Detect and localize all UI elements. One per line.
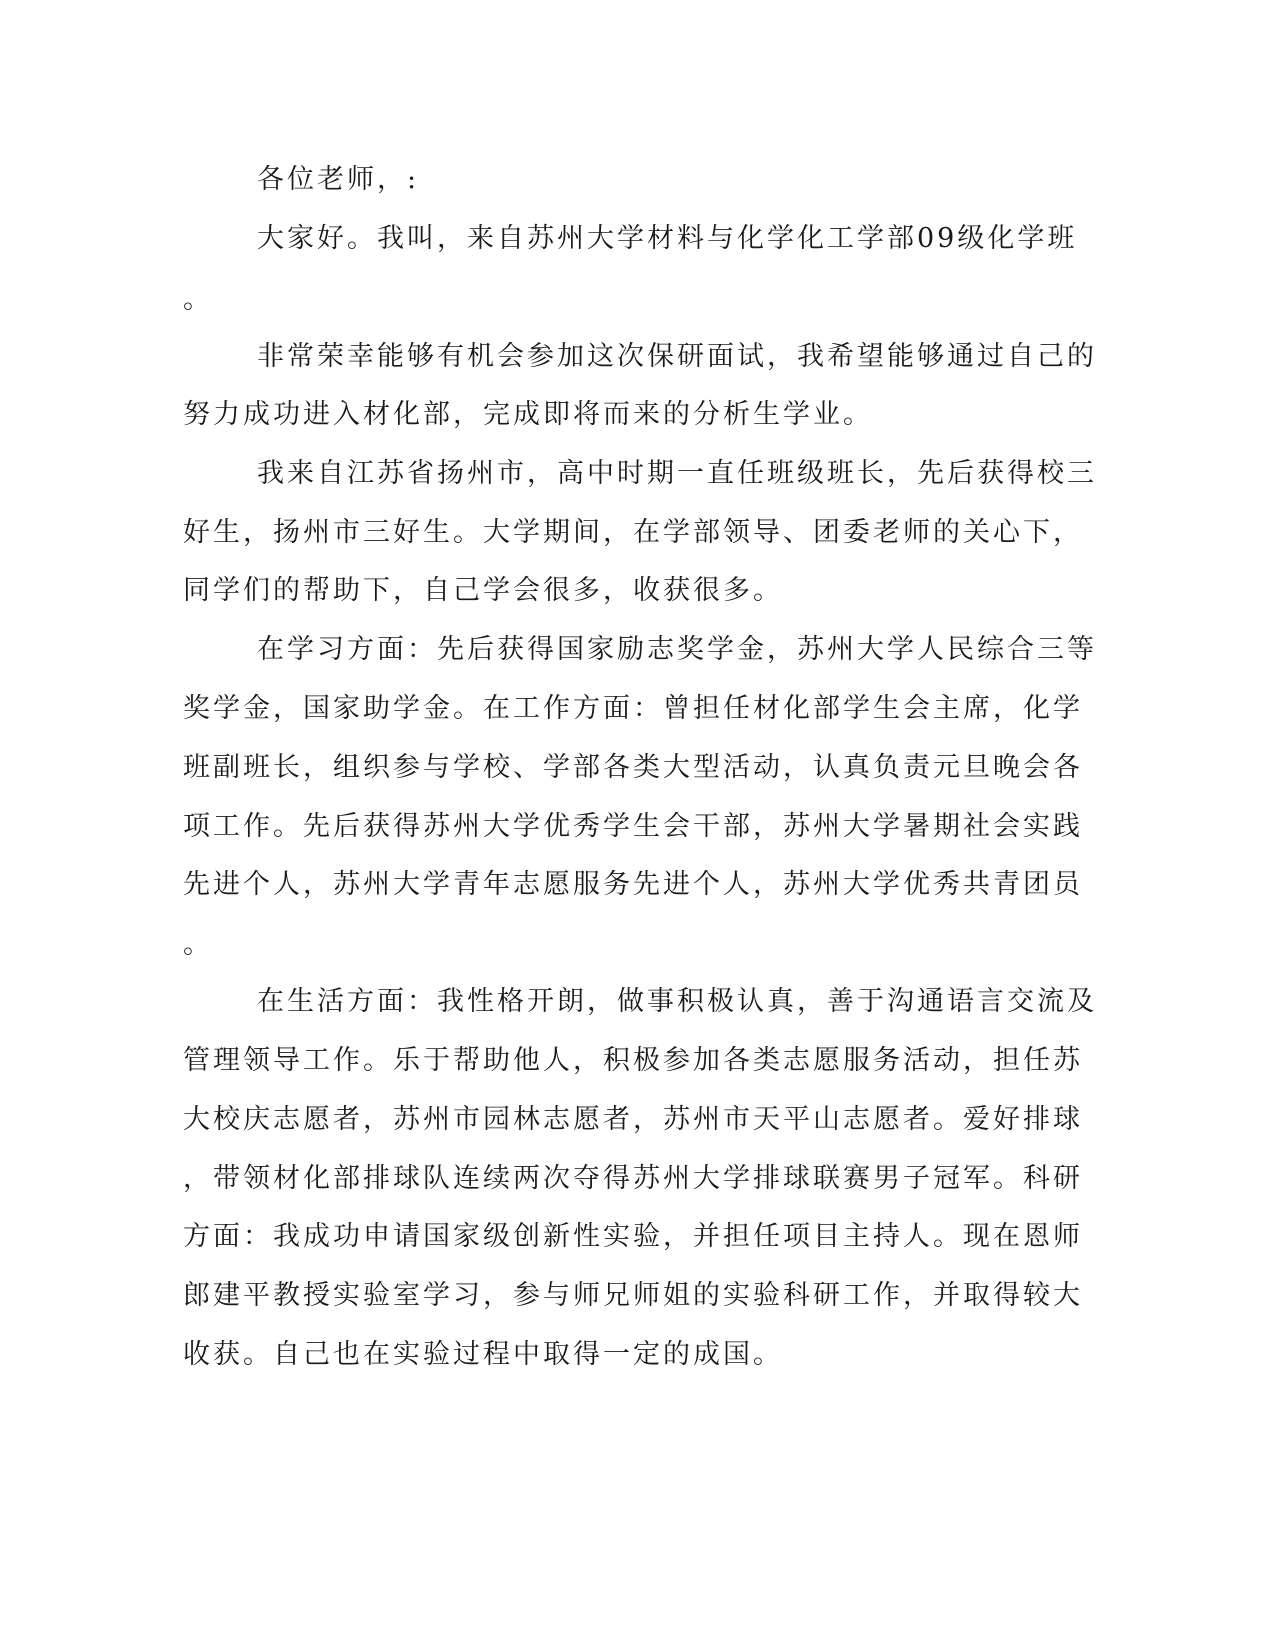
paragraph-life-line-4: ，带领材化部排球队连续两次夺得苏州大学排球联赛男子冠军。科研 (183, 1163, 1083, 1194)
paragraph-life-line-5: 方面：我成功申请国家级创新性实验，并担任项目主持人。现在恩师 (183, 1221, 1083, 1252)
paragraph-life-line-6: 郎建平教授实验室学习，参与师兄师姐的实验科研工作，并取得较大 (183, 1280, 1083, 1311)
paragraph-background-line-2: 好生，扬州市三好生。大学期间，在学部领导、团委老师的关心下， (183, 517, 1083, 548)
paragraph-life-line-3: 大校庆志愿者，苏州市园林志愿者，苏州市天平山志愿者。爱好排球 (183, 1104, 1083, 1135)
paragraph-life-line-7: 收获。自己也在实验过程中取得一定的成国。 (183, 1339, 783, 1370)
paragraph-background-line-1: 我来自江苏省扬州市，高中时期一直任班级班长，先后获得校三 (257, 458, 1097, 489)
paragraph-background-line-3: 同学们的帮助下，自己学会很多，收获很多。 (183, 575, 783, 606)
paragraph-study-line-3: 班副班长，组织参与学校、学部各类大型活动，认真负责元旦晚会各 (183, 752, 1083, 783)
paragraph-intro-line-1: 非常荣幸能够有机会参加这次保研面试，我希望能够通过自己的 (257, 341, 1097, 372)
paragraph-study-line-5: 先进个人，苏州大学青年志愿服务先进个人，苏州大学优秀共青团员 (183, 869, 1083, 900)
greeting-line: 大家好。我叫，来自苏州大学材料与化学化工学部09级化学班 (257, 223, 1078, 254)
paragraph-intro-line-2: 努力成功进入材化部，完成即将而来的分析生学业。 (183, 399, 873, 430)
paragraph-study-line-1: 在学习方面：先后获得国家励志奖学金，苏州大学人民综合三等 (257, 634, 1097, 665)
paragraph-life-line-2: 管理领导工作。乐于帮助他人，积极参加各类志愿服务活动，担任苏 (183, 1045, 1083, 1076)
salutation-line: 各位老师，: (257, 164, 420, 195)
paragraph-study-line-6: 。 (183, 929, 213, 960)
greeting-line-end: 。 (183, 284, 213, 315)
paragraph-life-line-1: 在生活方面：我性格开朗，做事积极认真，善于沟通语言交流及 (257, 986, 1097, 1017)
paragraph-study-line-4: 项工作。先后获得苏州大学优秀学生会干部，苏州大学暑期社会实践 (183, 811, 1083, 842)
paragraph-study-line-2: 奖学金，国家助学金。在工作方面：曾担任材化部学生会主席，化学 (183, 693, 1083, 724)
